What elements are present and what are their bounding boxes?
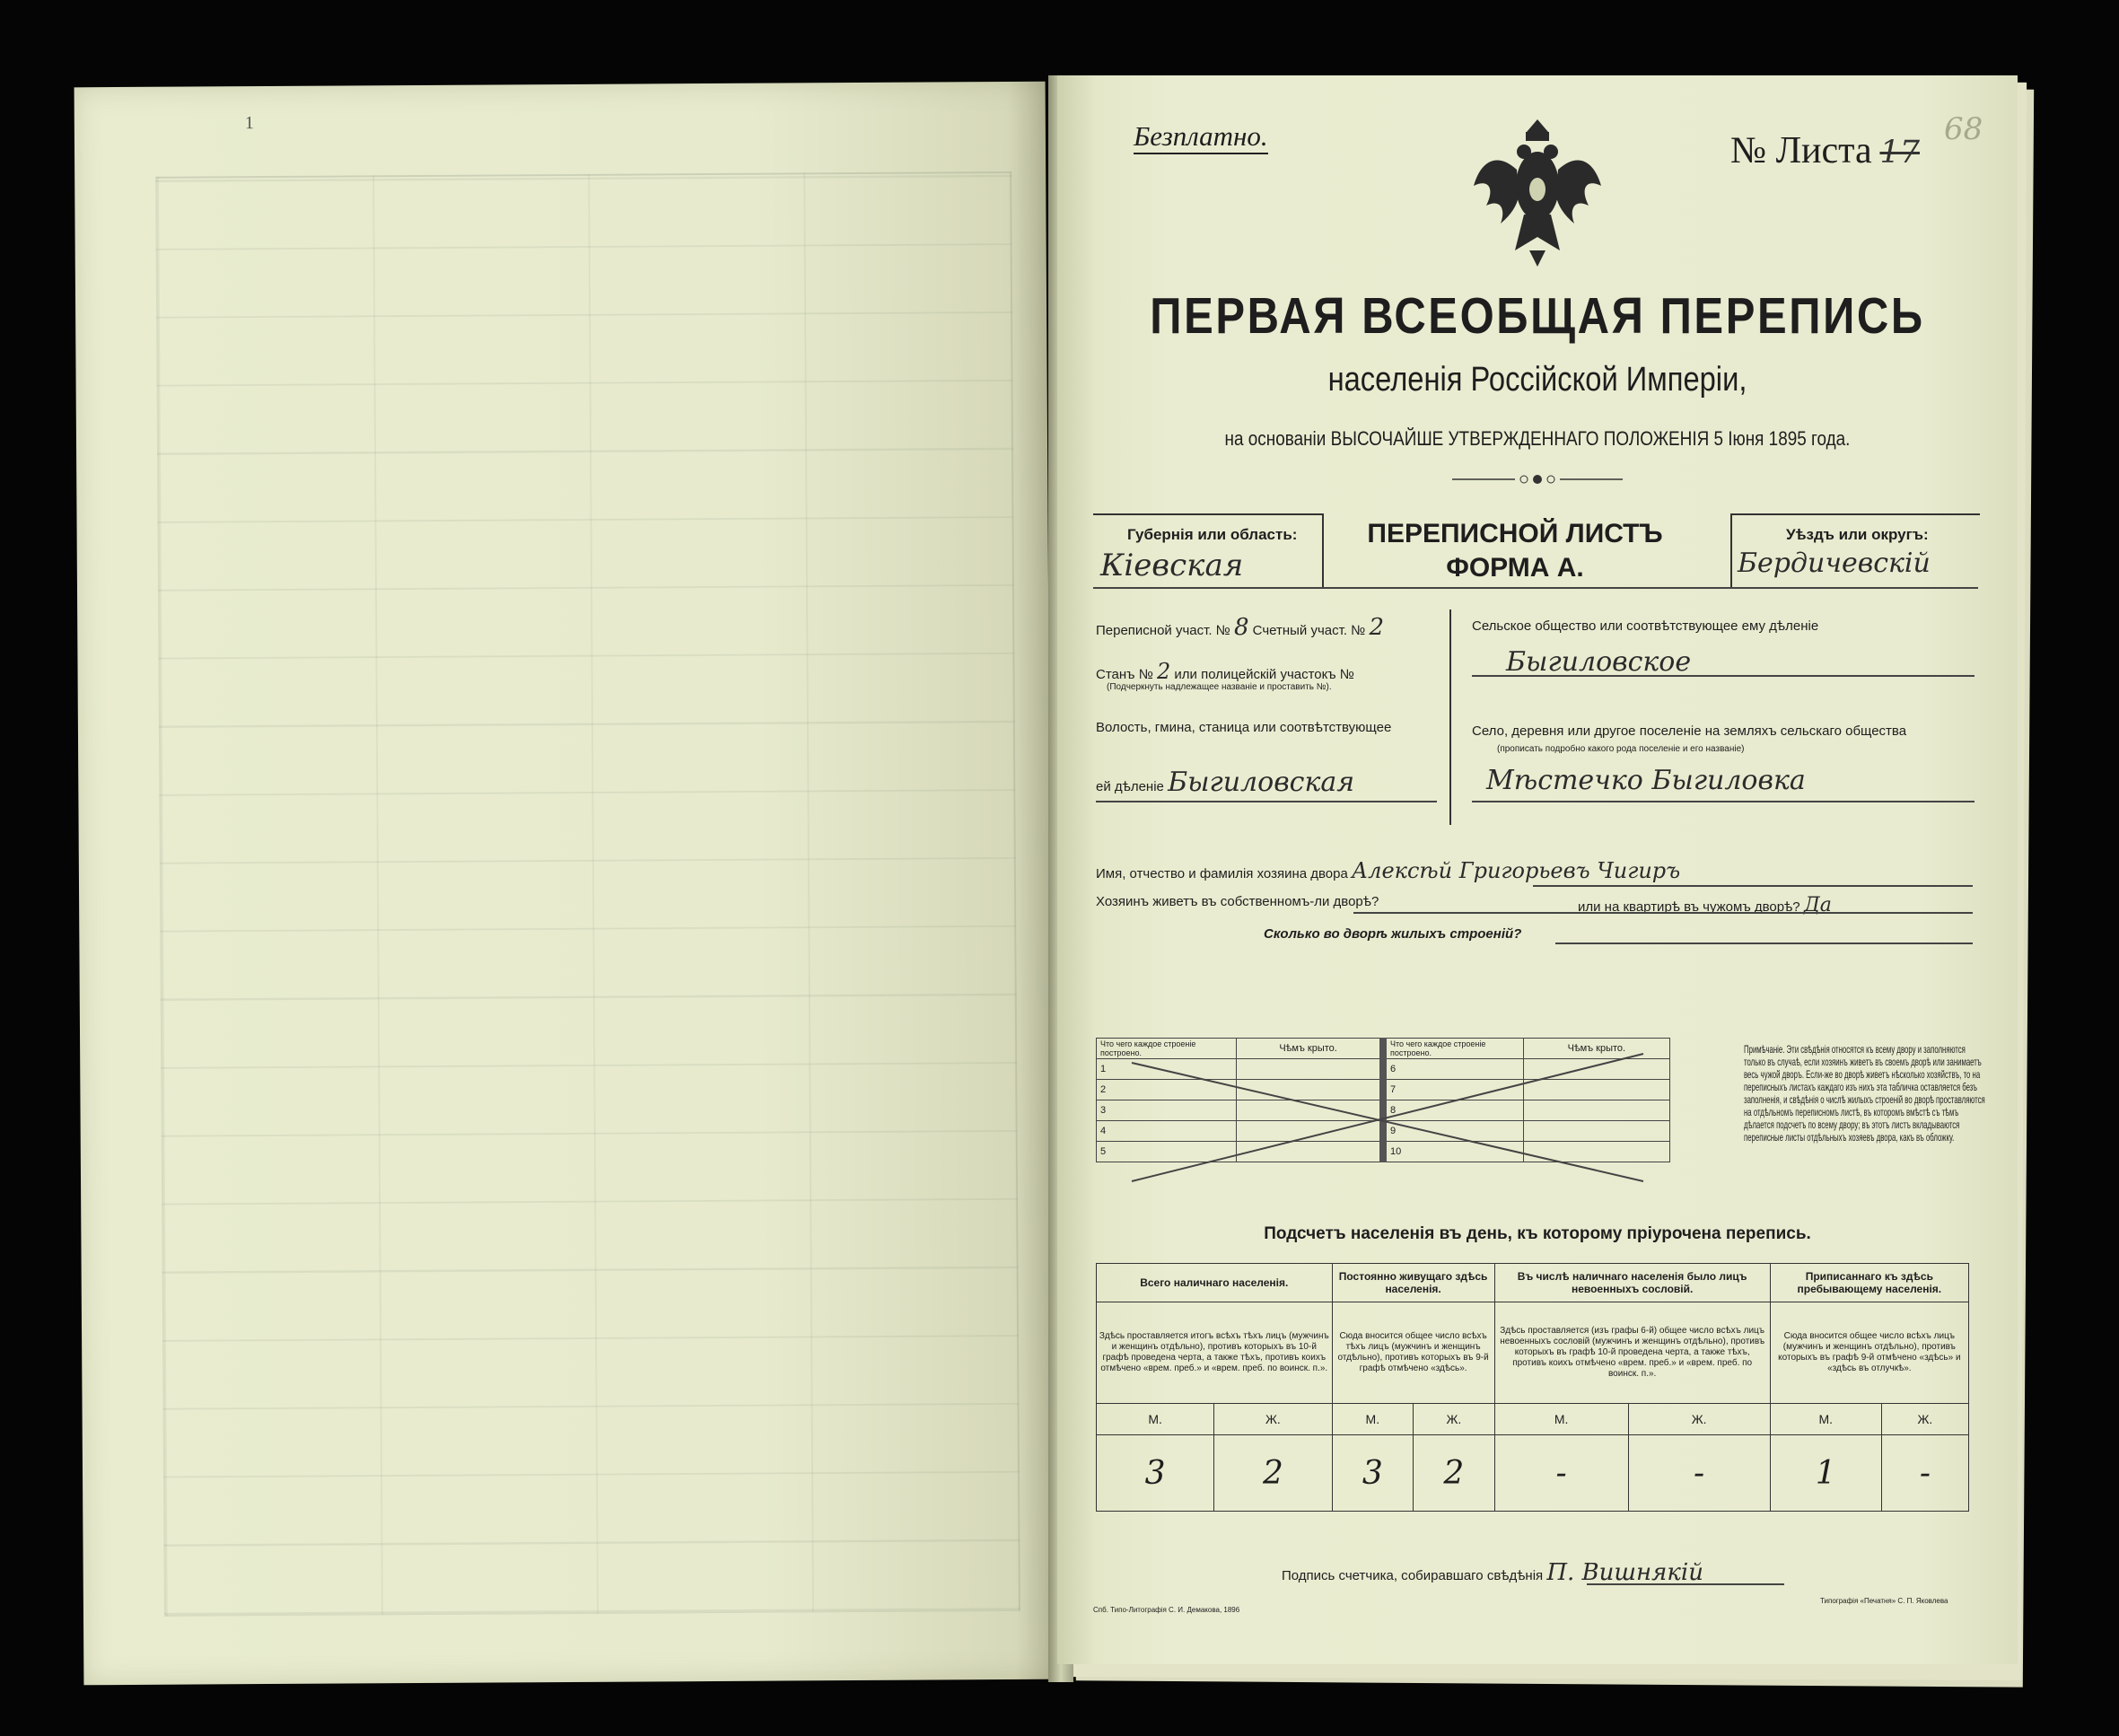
province-box bbox=[1093, 513, 1324, 589]
sex-label: Ж. bbox=[1414, 1404, 1495, 1435]
enumerator-signature-row bbox=[1282, 1559, 1703, 1586]
count-value: 1 bbox=[1770, 1435, 1881, 1512]
volost-value: Быгиловская bbox=[1168, 767, 1355, 798]
form-sheet-title bbox=[1322, 517, 1708, 585]
buildings-col-material-right: Что чего каждое строеніе построено. bbox=[1383, 1039, 1523, 1059]
count-value-row bbox=[1097, 1435, 1969, 1512]
col-desc-nonmilitary: Здѣсь проставляется (изъ графы 6-й) общее число всѣхъ лицъ невоенныхъ сословій (мужчинъ и женщинъ отдѣльно), противъ которыхъ въ графѣ 10-й проведена черта, а также тѣхъ, противъ коихъ отмѣчено «врем. преб.» и «врем. преб. по воинск. п.». bbox=[1494, 1302, 1770, 1404]
community-value: Быгиловское bbox=[1506, 646, 1692, 678]
census-area-label: Переписной участ. № bbox=[1096, 623, 1230, 638]
village-rule bbox=[1472, 801, 1975, 802]
printer-imprint-right: Типографія «Печатня» С. П. Яковлева bbox=[1820, 1597, 1948, 1605]
police-label: или полицейскій участокъ № bbox=[1174, 667, 1354, 682]
buildings-question: Сколько во дворѣ жилыхъ строеній? bbox=[1264, 926, 1522, 942]
form-sheet-title-line2: ФОРМА А. bbox=[1446, 553, 1584, 583]
owner-name-rule bbox=[1533, 885, 1973, 887]
community-label: Сельское общество или соотвѣтствующее ему дѣленіе bbox=[1472, 618, 1819, 634]
building-num: 4 bbox=[1097, 1121, 1237, 1142]
count-value: - bbox=[1494, 1435, 1628, 1512]
count-value: - bbox=[1881, 1435, 1968, 1512]
volost-rule bbox=[1096, 801, 1437, 802]
buildings-col-roof-right: Чѣмъ крыто. bbox=[1523, 1039, 1669, 1059]
form-sheet-title-line1: ПЕРЕПИСНОЙ ЛИСТЪ bbox=[1367, 519, 1663, 548]
col-title-permanent: Постоянно живущаго здѣсь населенія. bbox=[1332, 1264, 1494, 1302]
volost-label-1: Волость, гмина, станица или соотвѣтствующее bbox=[1096, 720, 1392, 735]
owner-lives-other-value: Да bbox=[1803, 894, 1832, 916]
census-area-value: 8 bbox=[1233, 614, 1249, 641]
col-desc-permanent: Сюда вносится общее число всѣхъ тѣхъ лицъ (мужчинъ и женщинъ отдѣльно), противъ которыхъ въ 9-й графѣ отмѣчено «здѣсь». bbox=[1332, 1302, 1494, 1404]
count-value: 3 bbox=[1097, 1435, 1214, 1512]
buildings-col-material-left: Что чего каждое строеніе построено. bbox=[1097, 1039, 1237, 1059]
district-label: Уѣздъ или округъ: bbox=[1786, 526, 1929, 543]
form-subtitle: населенія Россійской Имперіи, bbox=[1327, 361, 1747, 399]
province-value: Кіевская bbox=[1100, 548, 1244, 583]
buildings-note: Примѣчаніе. Эти свѣдѣнія относятся къ всему двору и заполняются только въ случаѣ, если хозяинъ живетъ въ своемъ дворѣ или занимаетъ весь чужой дворъ. Если-же во дворѣ живетъ нѣсколько хозяйствъ, то на переписныхъ листахъ каждаго изъ нихъ эта табличка оставляется безъ заполненія, и свѣдѣнія о числѣ жилыхъ строеній во дворѣ проставляются на отдѣльномъ переписномъ листѣ, въ которомъ вмѣстѣ съ тѣмъ дѣлается подсчетъ по всему двору; въ этотъ листъ вкладываются переписные листы отдѣльныхъ хозяевъ двора, какъ въ обложку. bbox=[1744, 1043, 1985, 1144]
sheet-number-value: 17 bbox=[1879, 135, 1920, 171]
sheet-number bbox=[1730, 129, 1920, 172]
building-num: 5 bbox=[1097, 1142, 1237, 1162]
count-area-label: Счетный участ. № bbox=[1252, 623, 1366, 638]
building-num: 3 bbox=[1097, 1100, 1237, 1121]
sex-label: Ж. bbox=[1628, 1404, 1770, 1435]
camp-label: Станъ № bbox=[1096, 667, 1153, 682]
population-count-heading: Подсчетъ населенія въ день, къ которому пріурочена перепись. bbox=[1264, 1224, 1811, 1243]
count-value: 3 bbox=[1332, 1435, 1414, 1512]
count-value: 2 bbox=[1214, 1435, 1332, 1512]
count-area-value: 2 bbox=[1369, 614, 1384, 641]
owner-lives-other-label: или на квартирѣ въ чужомъ дворѣ? bbox=[1578, 899, 1800, 915]
sex-label: М. bbox=[1494, 1404, 1628, 1435]
buildings-rule bbox=[1555, 943, 1973, 944]
col-title-nonmilitary: Въ числѣ наличнаго населенія было лицъ невоенныхъ сословій. bbox=[1494, 1264, 1770, 1302]
sex-label: Ж. bbox=[1881, 1404, 1968, 1435]
volost-row bbox=[1096, 767, 1354, 798]
building-num: 1 bbox=[1097, 1059, 1237, 1080]
census-area-row bbox=[1096, 614, 1384, 641]
population-count-table bbox=[1096, 1263, 1969, 1512]
header-rule bbox=[1093, 587, 1978, 589]
sheet-number-label: № Листа bbox=[1730, 130, 1872, 171]
signature-value: П. Вишнякій bbox=[1546, 1559, 1703, 1586]
col-title-registered: Приписаннаго къ здѣсь пребывающему населенія. bbox=[1770, 1264, 1968, 1302]
left-page bbox=[74, 82, 1055, 1686]
owner-name-value: Алексѣй Григорьевъ Чигиръ bbox=[1352, 858, 1681, 883]
building-num: 7 bbox=[1383, 1080, 1523, 1100]
legal-basis-line: на основаніи ВЫСОЧАЙШЕ УТВЕРЖДЕННАГО ПОЛОЖЕНІЯ 5 Іюня 1895 года. bbox=[1224, 427, 1851, 450]
volost-label-2: ей дѣленіе bbox=[1096, 779, 1164, 794]
count-value: - bbox=[1628, 1435, 1770, 1512]
building-num: 10 bbox=[1383, 1142, 1523, 1162]
building-num: 6 bbox=[1383, 1059, 1523, 1080]
location-divider bbox=[1449, 609, 1451, 825]
census-form-page bbox=[1057, 75, 2018, 1664]
bleed-through-grid bbox=[155, 171, 1020, 1617]
count-value: 2 bbox=[1414, 1435, 1495, 1512]
community-rule bbox=[1472, 675, 1975, 677]
owner-name-row bbox=[1096, 858, 1680, 883]
signature-rule bbox=[1587, 1583, 1784, 1585]
district-box bbox=[1730, 513, 1980, 589]
district-value: Бердичевскій bbox=[1738, 548, 1931, 579]
free-of-charge-label: Безплатно. bbox=[1134, 120, 1268, 154]
form-main-title: ПЕРВАЯ ВСЕОБЩАЯ ПЕРЕПИСЬ bbox=[1150, 287, 1925, 345]
province-label: Губернія или область: bbox=[1127, 526, 1298, 543]
sex-label: М. bbox=[1332, 1404, 1414, 1435]
col-title-total: Всего наличнаго населенія. bbox=[1097, 1264, 1333, 1302]
sex-label: М. bbox=[1097, 1404, 1214, 1435]
sex-label-row bbox=[1097, 1404, 1969, 1435]
village-hint: (прописать подробно какого рода поселеніе и его названіе) bbox=[1497, 744, 1745, 754]
camp-row bbox=[1096, 659, 1354, 684]
village-value: Мѣстечко Быгиловка bbox=[1486, 765, 1806, 796]
left-page-marker: 1 bbox=[244, 113, 254, 134]
col-desc-total: Здѣсь проставляется итогъ всѣхъ тѣхъ лицъ (мужчинъ и женщинъ отдѣльно), противъ которыхъ въ 10-й графѣ проведена черта, а также тѣхъ, противъ коихъ отмѣчено «врем. преб.» и «врем. преб. по воинск. п.». bbox=[1097, 1302, 1333, 1404]
building-num: 9 bbox=[1383, 1121, 1523, 1142]
imperial-eagle-emblem bbox=[1470, 116, 1605, 268]
building-num: 8 bbox=[1383, 1100, 1523, 1121]
village-label: Село, деревня или другое поселеніе на земляхъ сельскаго общества bbox=[1472, 723, 1907, 739]
owner-lives-rule bbox=[1353, 912, 1973, 914]
underline-hint: (Подчеркнуть надлежащее названіе и проставить №). bbox=[1107, 682, 1332, 692]
col-desc-registered: Сюда вносится общее число всѣхъ лицъ (мужчинъ и женщинъ отдѣльно), противъ которыхъ въ графѣ 9-й отмѣчено «здѣсь» и «здѣсь въ отлучкѣ». bbox=[1770, 1302, 1968, 1404]
owner-name-label: Имя, отчество и фамилія хозяина двора bbox=[1096, 866, 1348, 881]
printer-imprint-left: Спб. Типо-Литографія С. И. Демакова, 1896 bbox=[1093, 1606, 1240, 1614]
sex-label: М. bbox=[1770, 1404, 1881, 1435]
camp-value: 2 bbox=[1156, 659, 1171, 684]
sex-label: Ж. bbox=[1214, 1404, 1332, 1435]
buildings-cross-out bbox=[1096, 1038, 1670, 1199]
signature-label: Подпись счетчика, собиравшаго свѣдѣнія bbox=[1282, 1568, 1544, 1583]
building-num: 2 bbox=[1097, 1080, 1237, 1100]
buildings-col-roof-left: Чѣмъ крыто. bbox=[1237, 1039, 1383, 1059]
owner-lives-own-label: Хозяинъ живетъ въ собственномъ-ли дворѣ? bbox=[1096, 894, 1379, 909]
pencil-folio-number: 68 bbox=[1944, 111, 1983, 147]
ornament-divider bbox=[1452, 470, 1623, 488]
